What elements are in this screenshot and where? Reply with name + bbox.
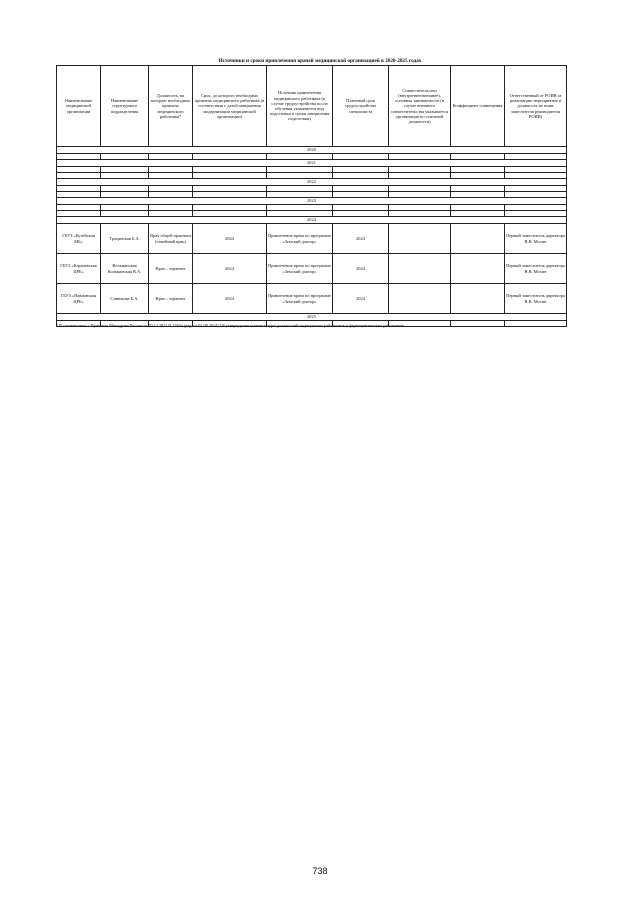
- cell-responsible: Первый заместитель директора В.В. Мосин: [505, 254, 567, 284]
- footnote: * В соответствии с Приказом Минздрава России от 20.12.2012 N 1183н (ред. от 01.08.2014) Об утверждении номенклатуры должностей медицинских работников и фармацевтических работников: [56, 323, 404, 328]
- col-header-org: Наименование медицинской организации: [57, 66, 101, 147]
- cell-combination: [389, 284, 451, 314]
- cell-coefficient: [451, 254, 505, 284]
- cell-combination: [389, 224, 451, 254]
- cell-combination: [389, 254, 451, 284]
- year-row-2020: [57, 147, 567, 154]
- year-label: 2021: [57, 160, 567, 167]
- cell-planned: 2024: [333, 254, 389, 284]
- cell-planned: 2024: [333, 224, 389, 254]
- col-header-deadline: Срок, до которого необходимо привлечь медицинского работника (в соответствии с датой завершения модернизации медицинской организации): [193, 66, 267, 147]
- col-header-unit: Наименование структурного подразделения: [101, 66, 149, 147]
- cell-org: ГБУЗ «Карачевская ЦРБ»: [57, 254, 101, 284]
- year-row-2024: [57, 217, 567, 224]
- col-header-responsible: Ответственный от РОИВ за реализацию мероприятия и должность не ниже заместителя руководителя РОИВ): [505, 66, 567, 147]
- cell-deadline: 2024: [193, 254, 267, 284]
- recruitment-table: [56, 65, 567, 327]
- cell-coefficient: [451, 284, 505, 314]
- col-header-coefficient: Коэффициент совмещения: [451, 66, 505, 147]
- year-label: 2022: [57, 179, 567, 186]
- cell-unit: Синюкова Б.А.: [101, 284, 149, 314]
- year-row-2021: [57, 160, 567, 167]
- cell-planned: 2024: [333, 284, 389, 314]
- col-header-position: Должность, на которую необходимо привлечь медицинского работника*: [149, 66, 193, 147]
- cell-source: Привлечение врача по программе «Земский доктор»: [267, 224, 333, 254]
- col-header-combination: Совместительство (внутреннее/внешнее), основная занимаемость (в случае внешнего совместительства указывается организация по основной должности): [389, 66, 451, 147]
- year-row-2022: [57, 179, 567, 186]
- cell-position: Врач – терапевт: [149, 254, 193, 284]
- cell-unit: Вольманская Кольманская В.А.: [101, 254, 149, 284]
- document-title: Источники и сроки привлечения врачей медицинской организацией в 2020-2025 годах: [218, 58, 422, 64]
- cell-position: Врач – терапевт: [149, 284, 193, 314]
- cell-responsible: Первый заместитель директора В.В. Мосин: [505, 224, 567, 254]
- year-row-2025: [57, 314, 567, 321]
- cell-deadline: 2024: [193, 284, 267, 314]
- col-header-planned: Плановый срок трудоустройства специалиста: [333, 66, 389, 147]
- col-header-source: Источник привлечения медицинского работника (в случае трудоустройства после обучения указывается вид подготовки и сроки завершения подготовки): [267, 66, 333, 147]
- cell-source: Привлечение врача по программе «Земский доктор»: [267, 284, 333, 314]
- cell-unit: Троцянская Б.А.: [101, 224, 149, 254]
- table-row: [57, 224, 567, 254]
- table-row: [57, 254, 567, 284]
- year-label: 2025: [57, 314, 567, 321]
- cell-org: ГБУЗ «Навлинская ЦРБ»: [57, 284, 101, 314]
- year-row-2023: [57, 198, 567, 205]
- cell-coefficient: [451, 224, 505, 254]
- cell-deadline: 2024: [193, 224, 267, 254]
- cell-source: Привлечение врача по программе «Земский доктор»: [267, 254, 333, 284]
- table-row: [57, 284, 567, 314]
- cell-position: Врач общей практики (семейный врач): [149, 224, 193, 254]
- header-row: [57, 66, 567, 147]
- year-label: 2023: [57, 198, 567, 205]
- cell-responsible: Первый заместитель директора В.В. Мосин: [505, 284, 567, 314]
- page-number: 738: [312, 866, 328, 876]
- cell-org: ГБУЗ «Кутейская МБ»: [57, 224, 101, 254]
- year-label: 2024: [57, 217, 567, 224]
- year-label: 2020: [57, 147, 567, 154]
